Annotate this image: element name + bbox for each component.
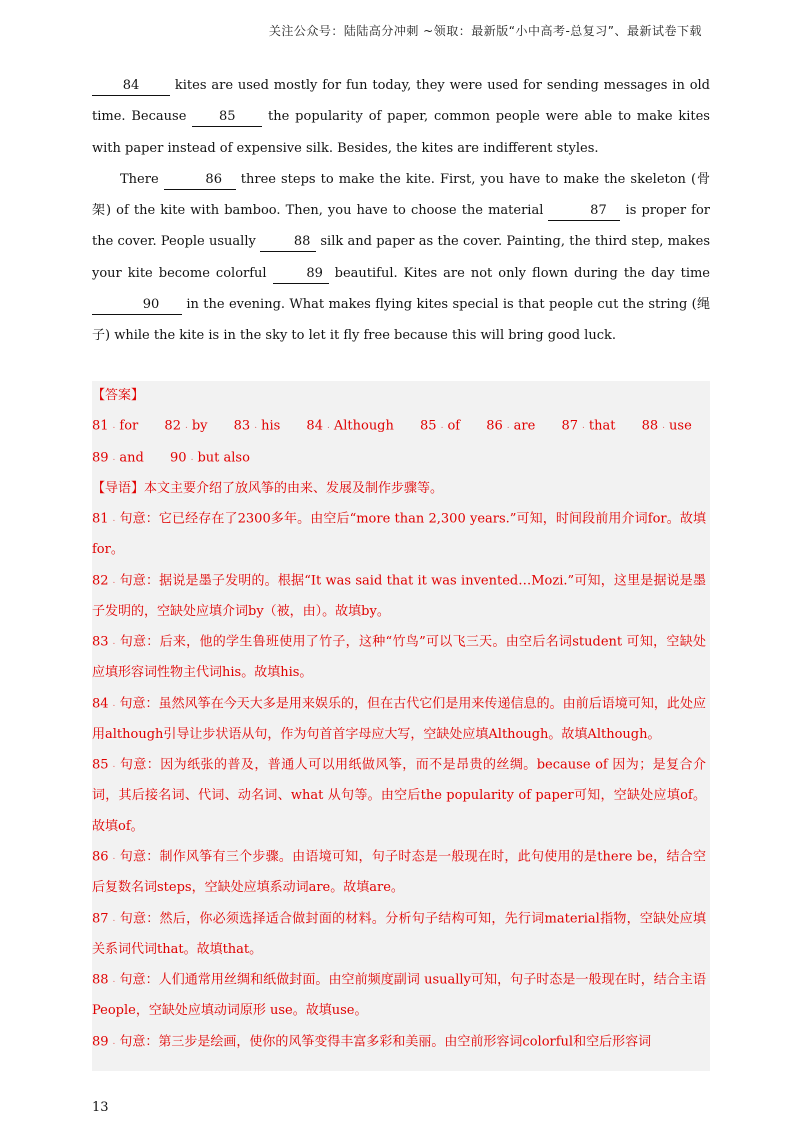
explanation-88: 88 . 句意：人们通常用丝绸和纸做封面。由空前频度副词 usually可知，句子时态是一般现在时，结合主语People，空缺处应填动词原形 use。故填use。 [92,972,706,1019]
explanation-84: 84 . 句意：虽然风筝在今天大多是用来娱乐的，但在古代它们是用来传递信息的。由前后语境可知，此处应用although引导让步状语从句，作为句首首字母应大写，空缺处应填Although。故填Although。 [92,696,706,742]
page-number: 13 [92,1100,109,1115]
answer-section [92,381,710,1071]
answer-keys-row-1 [92,411,710,442]
answer-key: 88 . use [641,419,692,435]
paragraph-2 [92,164,710,352]
passage-text: the popularity of paper, common people were able to make kites with paper instead of expensive silk. Besides, the kites are indifferent styles. [92,109,710,156]
blank-90: 90 [92,296,182,315]
answer-key: 83 . his [233,419,281,435]
passage-text: kites are used mostly for fun today, they were used for sending messages in old time. Because [92,78,710,125]
answer-keys-row-2 [92,443,710,474]
explanation-87: 87 . 句意：然后，你必须选择适合做封面的材料。分析句子结构可知，先行词material指物，空缺处应填关系词代词that。故填that。 [92,911,706,957]
passage-text: There [120,171,164,187]
explanation-83: 83 . 句意：后来，他的学生鲁班使用了竹子，这种“竹鸟”可以飞三天。由空后名词student 可知，空缺处应填形容词性物主代词his。故填his。 [92,634,706,681]
blank-87: 87 [548,202,620,221]
answer-key: 87 . that [561,419,616,435]
answer-heading: 【答案】 [92,388,145,403]
passage-text: silk and paper as the cover. Painting, the third step, makes your kite become colorful [92,234,711,281]
explanation-85: 85 . 句意：因为纸张的普及，普通人可以用纸做风筝，而不是昂贵的丝绸。because of 因为；是复合介词，其后接名词、代词、动名词、what 从句等。由空后the popularity of paper可知，空缺处应填of。故填of。 [92,757,706,834]
passage-text: beautiful. Kites are not only flown during the day time [328,265,711,281]
cloze-passage [92,70,710,352]
answer-key: 81 . for [92,419,139,435]
explanation-81: 81 . 句意：它已经存在了2300多年。由空后“more than 2,300 years.”可知，时间段前用介词for。故填for。 [92,511,706,558]
passage-text: in the evening. What makes flying kites special is that people cut the string (绳子) while the kite is in the sky to let it fly free because this will bring good luck. [92,297,710,344]
answer-key: 89 . and [92,450,144,466]
passage-text: is proper for the cover. People usually [92,203,710,250]
explanation-82: 82 . 句意：据说是墨子发明的。根据“It was said that it was invented…Mozi.”可知，这里是据说是墨子发明的，空缺处应填介词by（被，由）。故填by。 [92,573,706,619]
passage-text: three steps to make the kite. First, you have to make the skeleton (骨架) of the kite with bamboo. Then, you have to choose the material [92,171,710,219]
explanation-86: 86 . 句意：制作风筝有三个步骤。由语境可知，句子时态是一般现在时，此句使用的是there be，结合空后复数名词steps，空缺处应填系动词are。故填are。 [92,849,706,896]
blank-86: 86 [164,171,236,190]
page-header: 关注公众号：陆陆高分冲刺 ~领取：最新版“小中高考-总复习”、最新试卷下载 [268,24,702,38]
explanation-89: 89 . 句意：第三步是绘画，使你的风筝变得丰富多彩和美丽。由空前形容词colorful和空后形容词 [92,1034,652,1050]
answer-key: 90 . but also [170,450,250,466]
answer-key: 86 . are [486,419,536,435]
answer-key: 82 . by [164,419,208,435]
answer-intro: 【导语】本文主要介绍了放风筝的由来、发展及制作步骤等。 [92,480,444,496]
answer-key: 85 . of [420,419,461,435]
paragraph-1 [92,70,710,164]
blank-89: 89 [273,265,329,284]
answer-key: 84 . Although [306,419,394,435]
blank-88: 88 [260,233,316,252]
blank-85: 85 [192,108,262,127]
blank-84: 84 [92,77,170,96]
